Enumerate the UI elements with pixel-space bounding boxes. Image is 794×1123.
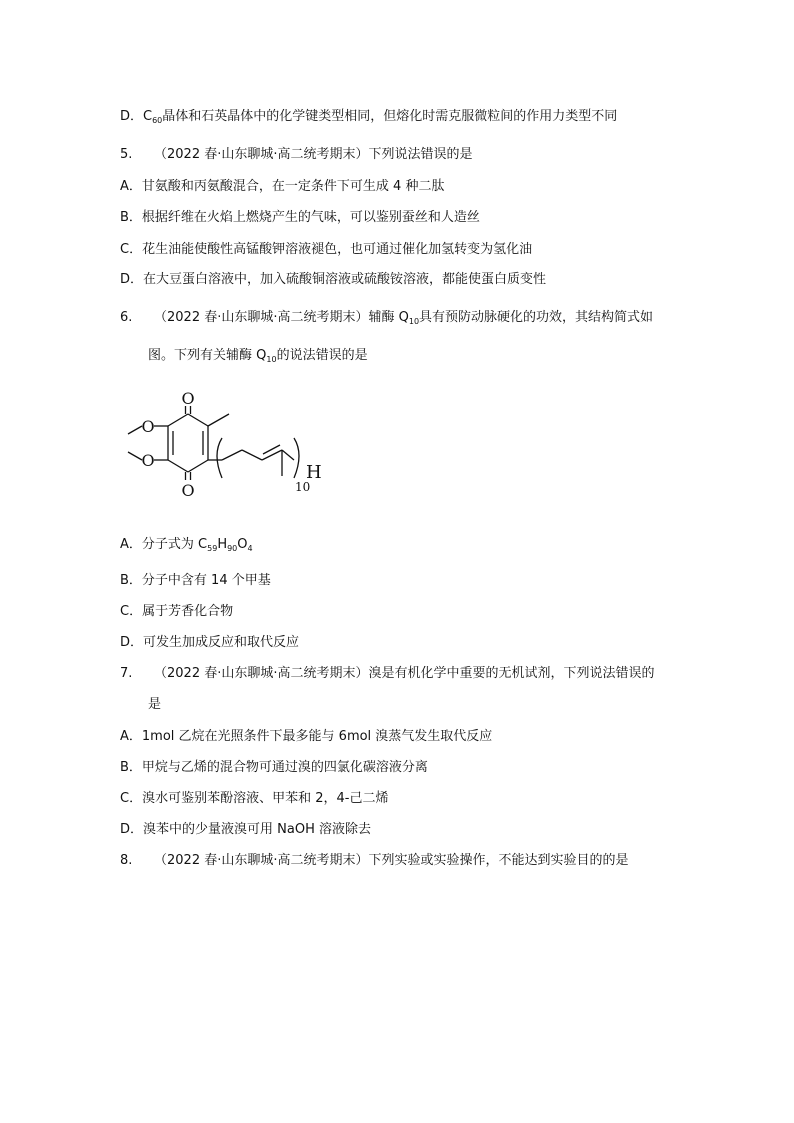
q6-stem-line1 xyxy=(120,309,653,327)
subscript: 90 xyxy=(227,544,238,553)
question-text: （2022 春·山东聊城·高二统考期末）下列说法错误的是 xyxy=(154,147,473,162)
option-label: D． xyxy=(120,635,144,650)
option-label: B． xyxy=(120,210,142,225)
formula-subscript: 60 xyxy=(152,116,163,125)
question-text: （2022 春·山东聊城·高二统考期末）溴是有机化学中重要的无机试剂，下列说法错误的 xyxy=(154,666,655,681)
atom-o-top: O xyxy=(181,389,195,408)
atom-o-bottom: O xyxy=(181,481,195,500)
q4-option-d xyxy=(120,108,617,126)
formula-o: O xyxy=(237,537,248,552)
formula-h: H xyxy=(217,537,228,552)
q5-option-c xyxy=(120,241,532,259)
subscript: 59 xyxy=(207,544,218,553)
option-text: 1mol 乙烷在光照条件下最多能与 6mol 溴蒸气发生取代反应 xyxy=(141,729,493,744)
question-text: 具有预防动脉硬化的功效，其结构简式如 xyxy=(419,310,654,325)
q8-stem xyxy=(120,852,628,870)
option-text: 属于芳香化合物 xyxy=(142,604,234,619)
q7-option-a xyxy=(120,728,492,746)
coenzyme-q10-structure xyxy=(118,388,338,508)
option-label: D． xyxy=(120,272,144,287)
option-text: 分子式为 C xyxy=(141,537,208,552)
option-text: 在大豆蛋白溶液中，加入硫酸铜溶液或硫酸铵溶液，都能使蛋白质变性 xyxy=(143,272,547,287)
atom-o-methoxy-1: O xyxy=(141,417,155,436)
option-text: 晶体和石英晶体中的化学键类型相同，但熔化时需克服微粒间的作用力类型不同 xyxy=(162,109,618,124)
option-text: 分子中含有 14 个甲基 xyxy=(141,573,271,588)
option-label: C． xyxy=(120,242,143,257)
q6-option-a xyxy=(120,536,253,554)
q7-option-d xyxy=(120,821,371,839)
option-text: 花生油能使酸性高锰酸钾溶液褪色，也可通过催化加氢转变为氢化油 xyxy=(142,242,533,257)
question-number: 5. xyxy=(120,147,133,162)
option-label: B． xyxy=(120,573,142,588)
q5-option-a xyxy=(120,178,444,196)
formula-c: C xyxy=(143,109,153,124)
repeat-count: 10 xyxy=(295,480,311,494)
option-text: 甘氨酸和丙氨酸混合，在一定条件下可生成 4 种二肽 xyxy=(141,179,445,194)
option-label: C． xyxy=(120,791,143,806)
option-label: C． xyxy=(120,604,143,619)
question-text: 的说法错误的是 xyxy=(276,348,368,363)
q7-option-c xyxy=(120,790,388,808)
option-text: 可发生加成反应和取代反应 xyxy=(143,635,300,650)
option-label: D． xyxy=(120,109,144,124)
subscript: 4 xyxy=(247,544,253,553)
option-label: D． xyxy=(120,822,144,837)
subscript: 10 xyxy=(408,317,420,326)
q7-option-b xyxy=(120,759,428,777)
q5-option-d xyxy=(120,271,546,289)
question-text: （2022 春·山东聊城·高二统考期末）辅酶 Q xyxy=(154,310,409,325)
question-number: 7. xyxy=(120,666,133,681)
option-label: A． xyxy=(120,537,142,552)
q6-stem-line2 xyxy=(148,347,368,365)
option-label: A． xyxy=(120,179,142,194)
option-text: 溴水可鉴别苯酚溶液、甲苯和 2，4-己二烯 xyxy=(142,791,389,806)
option-label: A． xyxy=(120,729,142,744)
atom-o-methoxy-2: O xyxy=(141,451,155,470)
q6-option-c xyxy=(120,603,233,621)
q5-stem xyxy=(120,146,472,164)
question-text: 是 xyxy=(148,697,162,712)
option-text: 溴苯中的少量液溴可用 NaOH 溶液除去 xyxy=(143,822,371,837)
question-text: 图。下列有关辅酶 Q xyxy=(148,348,267,363)
question-text: （2022 春·山东聊城·高二统考期末）下列实验或实验操作，不能达到实验目的的是 xyxy=(154,853,629,868)
q7-stem-line2 xyxy=(148,696,161,714)
question-number: 6. xyxy=(120,310,133,325)
question-number: 8. xyxy=(120,853,133,868)
option-text: 甲烷与乙烯的混合物可通过溴的四氯化碳溶液分离 xyxy=(141,760,428,775)
option-label: B． xyxy=(120,760,142,775)
q6-option-d xyxy=(120,634,299,652)
q6-option-b xyxy=(120,572,271,590)
atom-h: H xyxy=(306,462,322,483)
q5-option-b xyxy=(120,209,480,227)
q7-stem-line1 xyxy=(120,665,654,683)
option-text: 根据纤维在火焰上燃烧产生的气味，可以鉴别蚕丝和人造丝 xyxy=(141,210,480,225)
subscript: 10 xyxy=(266,355,277,364)
